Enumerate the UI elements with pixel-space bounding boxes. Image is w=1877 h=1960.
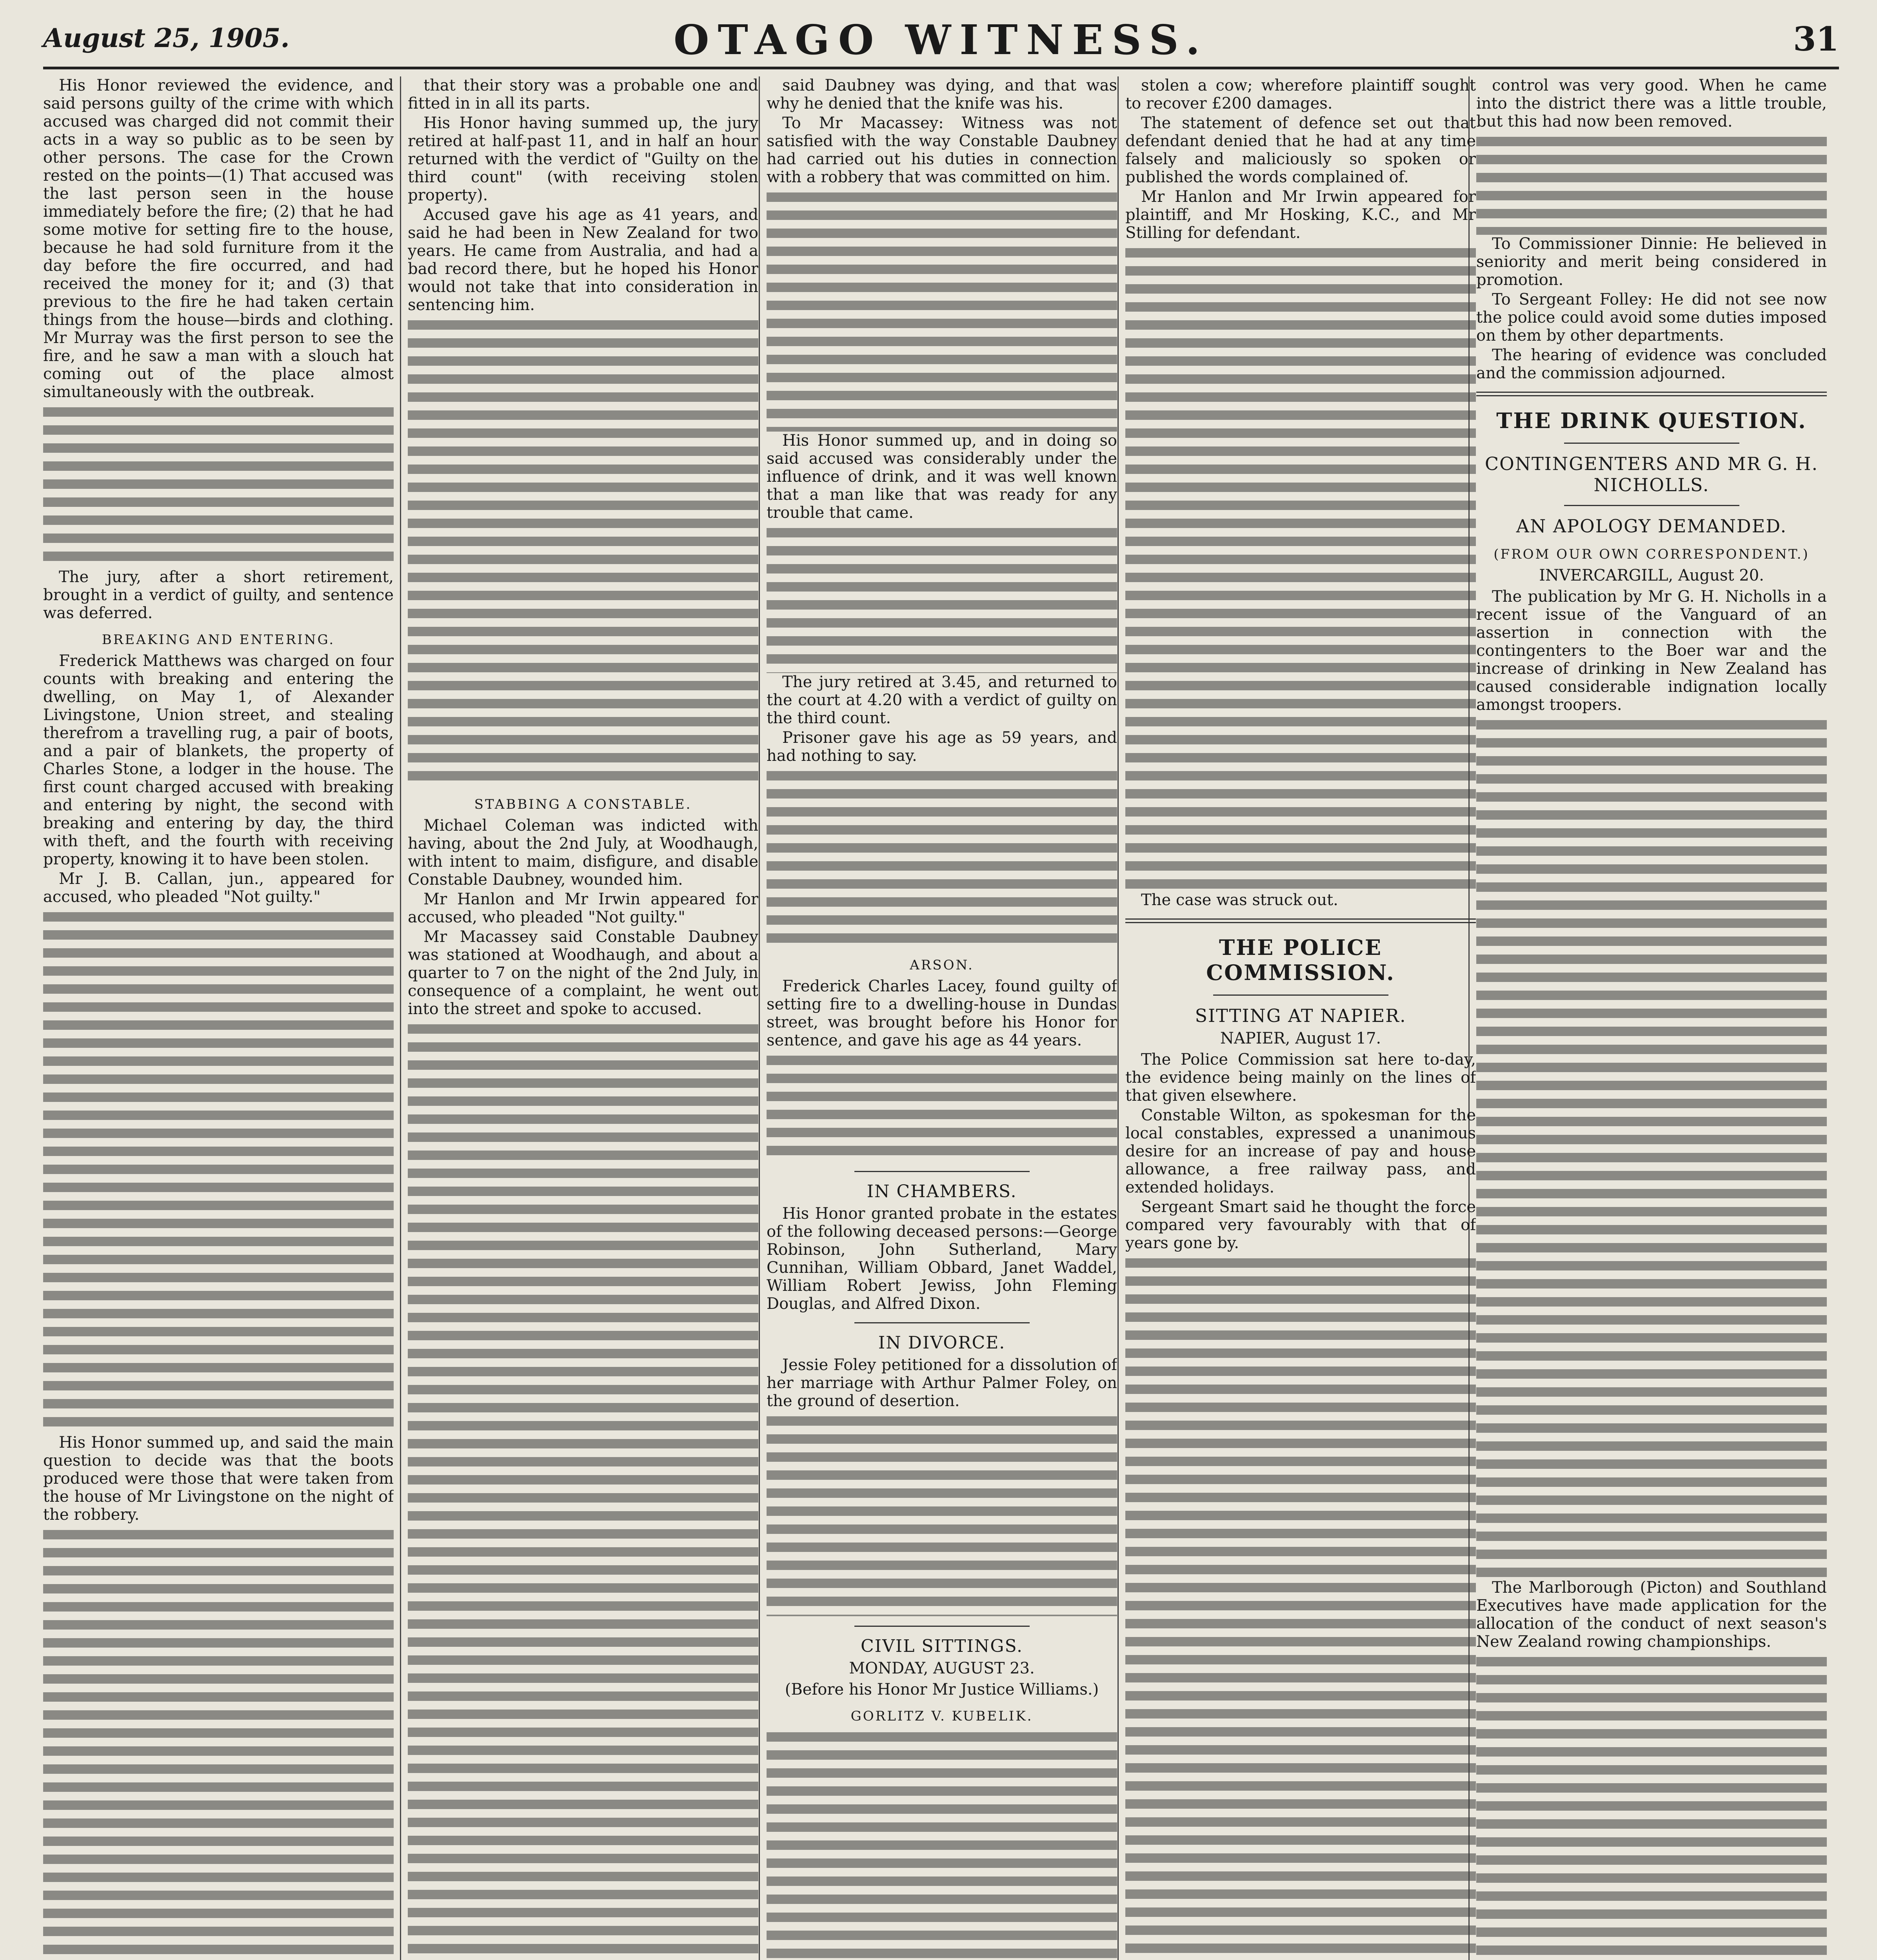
court-note: (Before his Honor Mr Justice Williams.) xyxy=(785,1681,1099,1699)
section-rule xyxy=(1476,392,1827,396)
page-number: 31 xyxy=(1793,20,1839,58)
dateline: MONDAY, AUGUST 23. xyxy=(849,1659,1035,1677)
article-paragraph: said Daubney was dying, and that was why he denied that the knife was his. xyxy=(767,76,1117,113)
article-paragraph: Michael Coleman was indicted with having, about the 2nd July, at Woodhaugh, with intent to maim, disfigure, and disable Constable Daubney, wounded him. xyxy=(408,817,758,889)
divider-rule xyxy=(1213,995,1388,996)
article-paragraph: Mr Hanlon and Mr Irwin appeared for plaintiff, and Mr Hosking, K.C., and Mr Stilling for defendant. xyxy=(1125,188,1476,242)
article-paragraph: His Honor granted probate in the estates of the following deceased persons:—George Robinson, John Sutherland, Mary Cunnihan, William Obbard, Janet Waddel, William Robert Jewiss, John Fleming Douglas, and Alfred Dixon. xyxy=(767,1205,1117,1313)
column-divider xyxy=(400,76,401,1960)
section-subtitle: CONTINGENTERS AND MR G. H. NICHOLLS. xyxy=(1485,453,1819,495)
divider-rule xyxy=(854,1322,1030,1323)
article-paragraph: His Honor summed up, and said the main question to decide was that the boots produced were those that were taken from the house of Mr Livingstone on the night of the robbery. xyxy=(43,1434,394,1524)
newspaper-title: OTAGO WITNESS. xyxy=(673,16,1209,64)
byline: (FROM OUR OWN CORRESPONDENT.) xyxy=(1494,546,1810,562)
issue-date: August 25, 1905. xyxy=(43,23,290,53)
article-paragraph: Prisoner gave his age as 59 years, and had nothing to say. xyxy=(767,729,1117,765)
section-subheading: STABBING A CONSTABLE. xyxy=(474,797,692,812)
article-paragraph: Constable Wilton, as spokesman for the local constables, expressed a unanimous desire for an increase of pay and house allowance, a free railway pass, and extended holidays. xyxy=(1125,1106,1476,1196)
article-paragraph: The jury, after a short retirement, brought in a verdict of guilty, and sentence was deferred. xyxy=(43,568,394,622)
column-1 xyxy=(43,76,394,1960)
article-paragraph: The Police Commission sat here to-day, the evidence being mainly on the lines of that given elsewhere. xyxy=(1125,1051,1476,1105)
text-block xyxy=(767,1412,1117,1616)
divider-rule xyxy=(854,1171,1030,1172)
article-paragraph: The jury retired at 3.45, and returned to the court at 4.20 with a verdict of guilty on the third count. xyxy=(767,673,1117,727)
section-subheading: ARSON. xyxy=(910,957,974,973)
masthead xyxy=(43,16,1839,63)
article-paragraph: To Commissioner Dinnie: He believed in seniority and merit being considered in promotion. xyxy=(1476,235,1827,289)
text-block xyxy=(767,524,1117,673)
article-paragraph: His Honor having summed up, the jury retired at half-past 11, and in half an hour returned with the verdict of "Guilty on the third count" (with receiving stolen property). xyxy=(408,114,758,204)
article-paragraph: stolen a cow; wherefore plaintiff sought to recover £200 damages. xyxy=(1125,76,1476,113)
column-5 xyxy=(1476,76,1827,1960)
article-paragraph: The hearing of evidence was concluded and the commission adjourned. xyxy=(1476,346,1827,382)
divider-rule xyxy=(854,1626,1030,1627)
column-divider xyxy=(1117,76,1119,1960)
column-divider xyxy=(759,76,760,1960)
text-block xyxy=(767,189,1117,432)
text-block xyxy=(767,1728,1117,1960)
article-paragraph: Sergeant Smart said he thought the force compared very favourably with that of years gone by. xyxy=(1125,1198,1476,1252)
article-paragraph: Mr J. B. Callan, jun., appeared for accused, who pleaded "Not guilty." xyxy=(43,870,394,906)
article-paragraph: The Marlborough (Picton) and Southland Executives have made application for the allocation of the conduct of next season's New Zealand rowing championships. xyxy=(1476,1579,1827,1651)
text-block xyxy=(1476,1653,1827,1960)
divider-rule xyxy=(1564,443,1739,444)
section-heading: THE DRINK QUESTION. xyxy=(1496,408,1807,433)
article-paragraph: control was very good. When he came into the district there was a little trouble, but this had now been removed. xyxy=(1476,76,1827,131)
text-block xyxy=(43,1526,394,1960)
section-subheading: BREAKING AND ENTERING. xyxy=(102,632,335,648)
text-block xyxy=(43,403,394,568)
text-block xyxy=(767,767,1117,947)
section-heading: THE POLICE COMMISSION. xyxy=(1206,935,1395,985)
text-block xyxy=(408,1020,758,1960)
section-rule xyxy=(1125,918,1476,923)
article-paragraph: that their story was a probable one and fitted in in all its parts. xyxy=(408,76,758,113)
dateline: NAPIER, August 17. xyxy=(1220,1029,1381,1047)
section-heading: CIVIL SITTINGS. xyxy=(860,1636,1023,1656)
column-2 xyxy=(408,76,758,1960)
column-4 xyxy=(1125,76,1476,1960)
article-paragraph: To Sergeant Folley: He did not see now the police could avoid some duties imposed on them by other departments. xyxy=(1476,290,1827,345)
section-heading: IN DIVORCE. xyxy=(878,1333,1006,1353)
text-block xyxy=(408,316,758,787)
column-3 xyxy=(767,76,1117,1960)
masthead-rule xyxy=(43,67,1839,69)
text-block xyxy=(43,908,394,1434)
article-paragraph: Accused gave his age as 41 years, and said he had been in New Zealand for two years. He came from Australia, and had a bad record there, but he hoped his Honor would not take that into consideration in sentencing him. xyxy=(408,206,758,314)
article-paragraph: Frederick Matthews was charged on four counts with breaking and entering the dwelling, on May 1, of Alexander Livingstone, Union street, and stealing therefrom a travelling rug, a pair of boots, and a pair of blankets, the property of Charles Stone, a lodger in the house. The first count charged accused with breaking and entering by night, the second with breaking and entering by day, the third with theft, and the fourth with receiving property, knowing it to have been stolen. xyxy=(43,652,394,868)
article-paragraph: Frederick Charles Lacey, found guilty of setting fire to a dwelling-house in Dundas street, was brought before his Honor for sentence, and gave his age as 44 years. xyxy=(767,977,1117,1049)
article-paragraph: His Honor summed up, and in doing so said accused was considerably under the influence of drink, and it was well known that a man like that was ready for any trouble that came. xyxy=(767,432,1117,522)
article-paragraph: Mr Hanlon and Mr Irwin appeared for accused, who pleaded "Not guilty." xyxy=(408,890,758,926)
article-paragraph: The case was struck out. xyxy=(1141,891,1338,909)
section-subtitle: SITTING AT NAPIER. xyxy=(1195,1005,1406,1026)
article-paragraph: To Mr Macassey: Witness was not satisfied with the way Constable Daubney had carried out his duties in connection with a robbery that was committed on him. xyxy=(767,114,1117,186)
article-paragraph: Mr Macassey said Constable Daubney was stationed at Woodhaugh, and about a quarter to 7 on the night of the 2nd July, in consequence of a complaint, he went out into the street and spoke to accused. xyxy=(408,928,758,1018)
text-block xyxy=(1476,133,1827,235)
text-block xyxy=(1476,716,1827,1579)
text-block xyxy=(1125,244,1476,891)
article-paragraph: Jessie Foley petitioned for a dissolution of her marriage with Arthur Palmer Foley, on the ground of desertion. xyxy=(767,1356,1117,1410)
section-subtitle: AN APOLOGY DEMANDED. xyxy=(1516,515,1787,537)
article-paragraph: The statement of defence set out that defendant denied that he had at any time falsely and maliciously so spoken or published the words complained of. xyxy=(1125,114,1476,186)
article-paragraph: The publication by Mr G. H. Nicholls in a recent issue of the Vanguard of an assertion in connection with the contingenters to the Boer war and the increase of drinking in New Zealand has caused considerable indignation locally amongst troopers. xyxy=(1476,588,1827,714)
section-heading: IN CHAMBERS. xyxy=(867,1181,1017,1201)
text-block xyxy=(1125,1254,1476,1960)
divider-rule xyxy=(1564,505,1739,506)
text-block xyxy=(767,1052,1117,1161)
article-paragraph: His Honor reviewed the evidence, and said persons guilty of the crime with which accused was charged did not commit their acts in a way so public as to be seen by other persons. The case for the Crown rested on the points—(1) That accused was the last person seen in the house immediately before the fire; (2) that he had some motive for setting fire to the house, because he had sold furniture from it the day before the fire occurred, and had received the money for it; and (3) that previous to the fire he had taken certain things from the house—birds and clothing. Mr Murray was the first person to see the fire, and he saw a man with a slouch hat coming out of the place almost simultaneously with the outbreak. xyxy=(43,76,394,401)
case-title: GORLITZ V. KUBELIK. xyxy=(850,1708,1033,1724)
dateline: INVERCARGILL, August 20. xyxy=(1539,566,1764,584)
